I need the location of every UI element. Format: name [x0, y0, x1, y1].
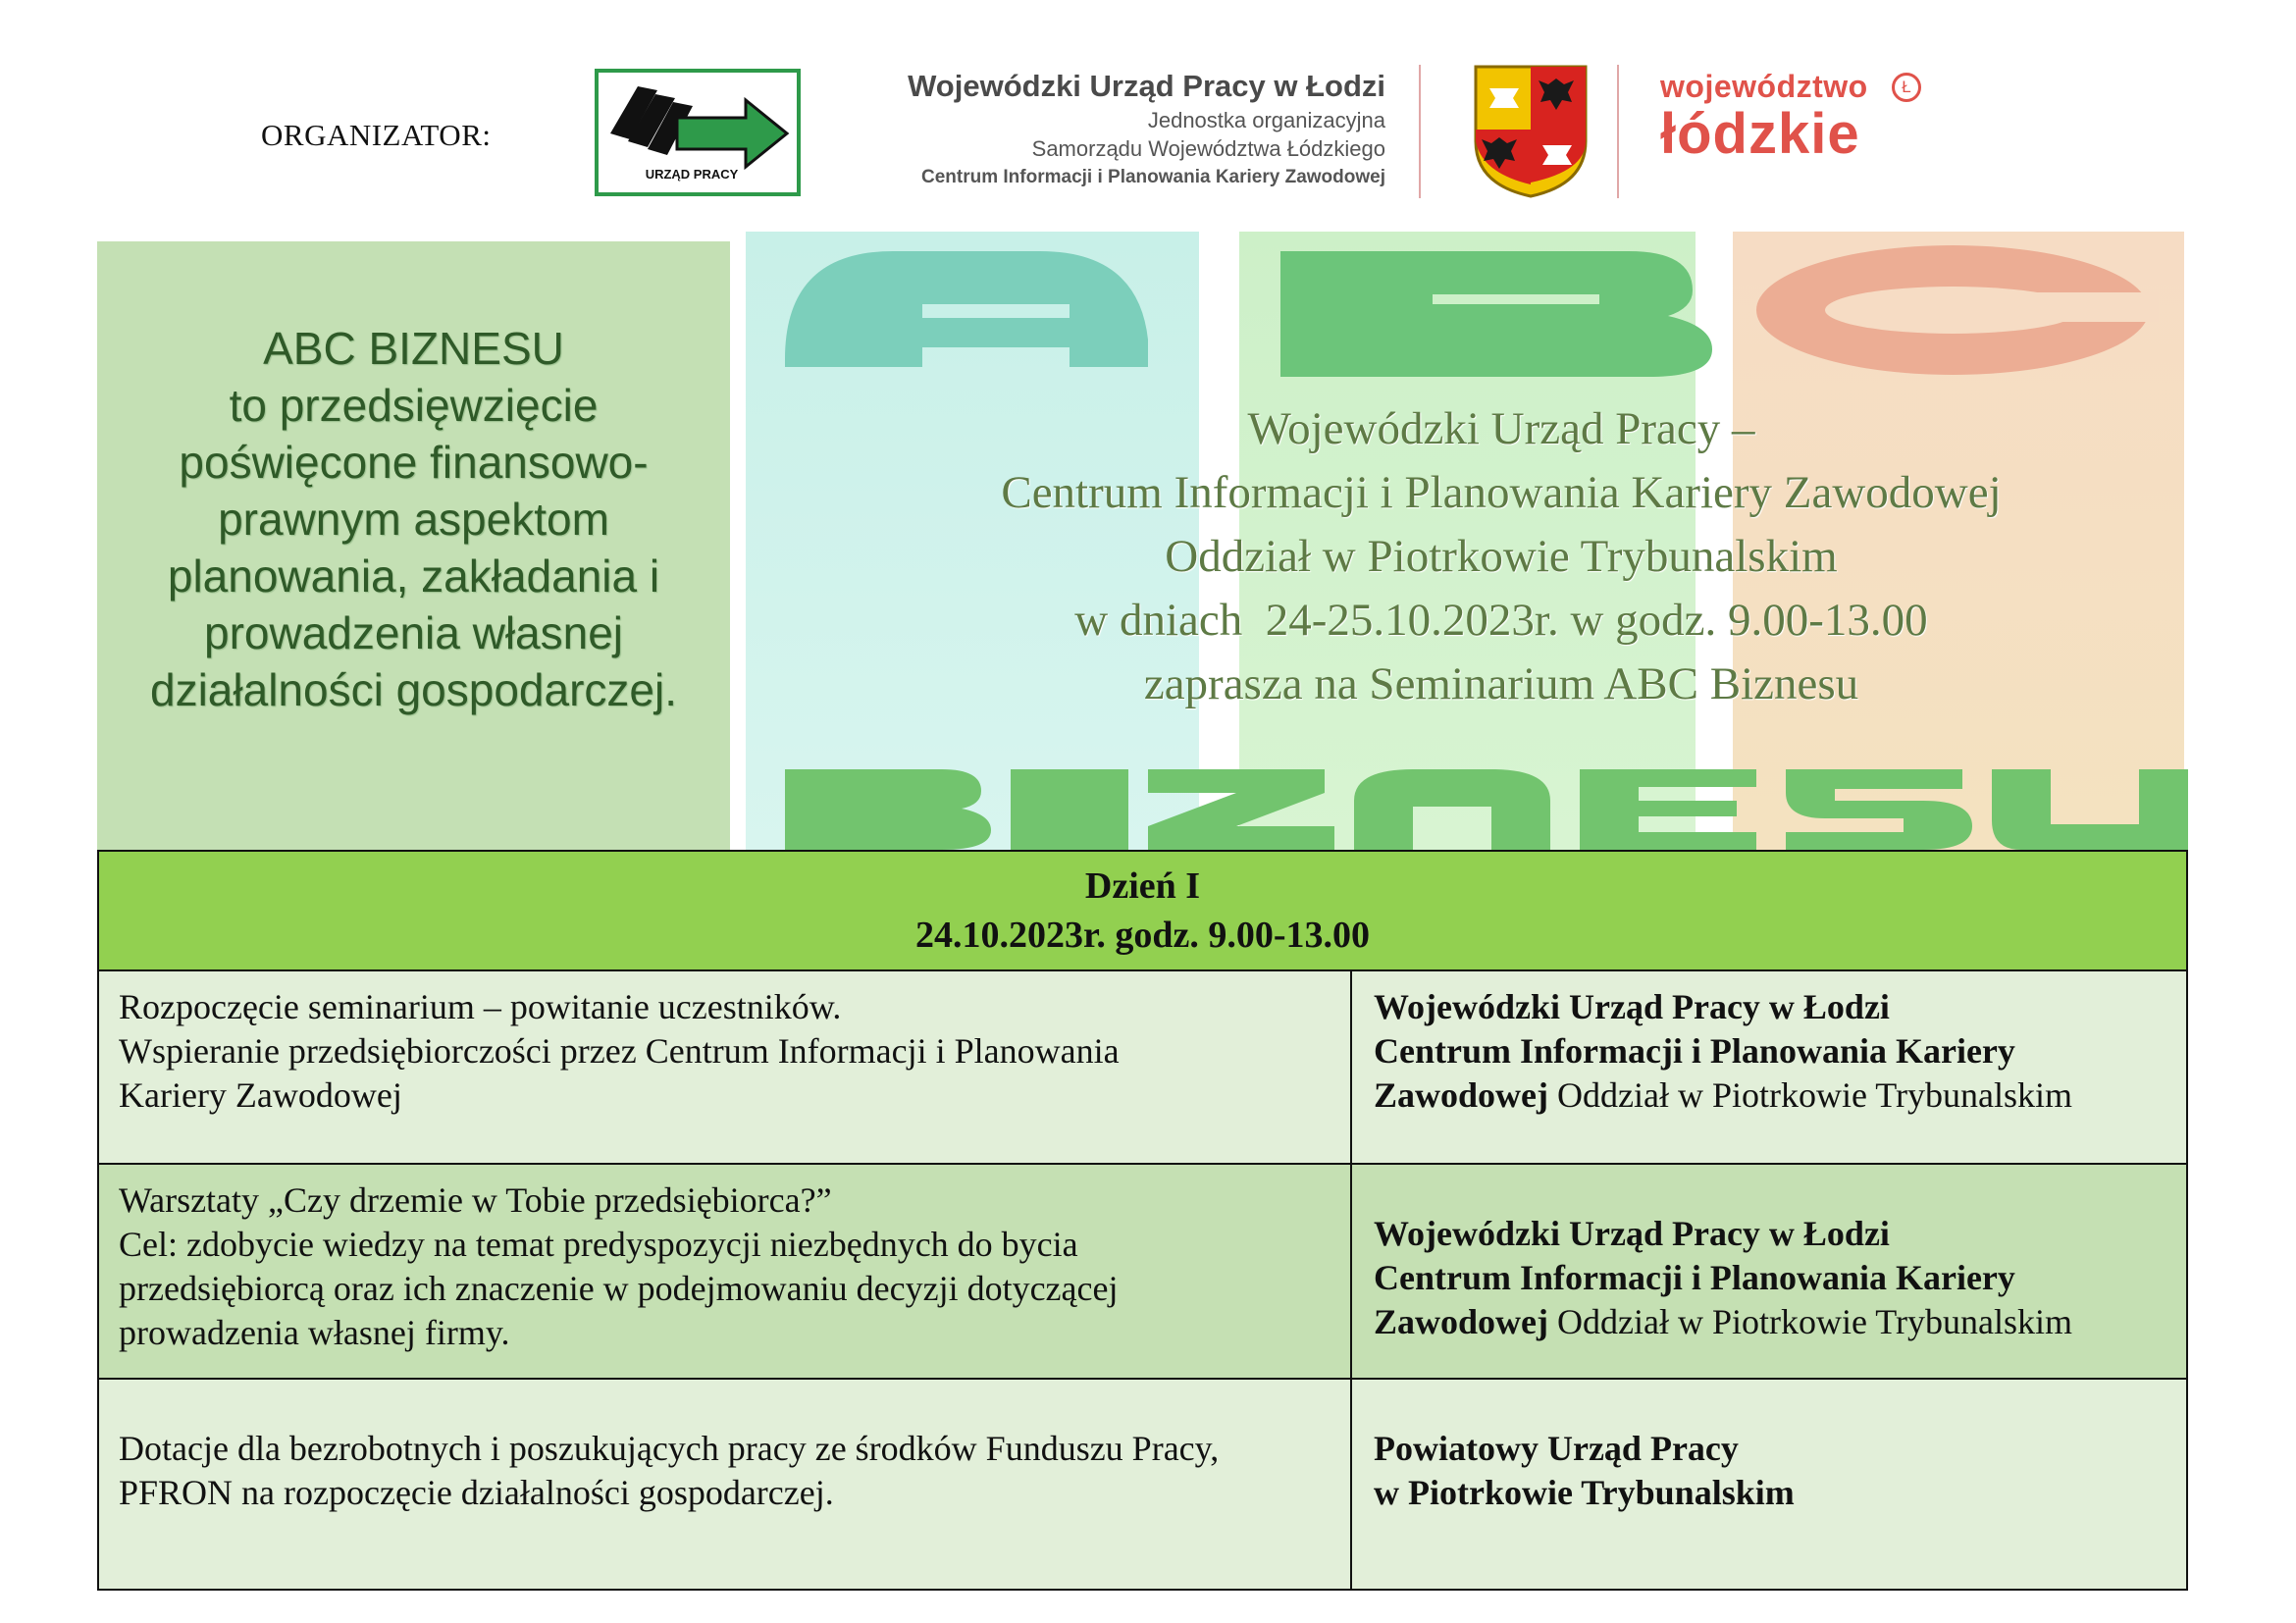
intro-line: prowadzenia własnej: [203, 607, 624, 658]
organizer-line: Powiatowy Urząd Pracy: [1374, 1429, 1739, 1468]
description-line: Cel: zdobycie wiedzy na temat predyspozycji niezbędnych do bycia: [119, 1225, 1078, 1264]
region-mark-icon: Ł: [1892, 73, 1921, 102]
session-organizer: [1351, 970, 2187, 1164]
letter-a-graphic: [785, 251, 1148, 367]
description-line: Wspieranie przedsiębiorczości przez Centrum Informacji i Planowania: [119, 1031, 1120, 1071]
organizer-line: Centrum Informacji i Planowania Kariery: [1374, 1031, 2015, 1071]
invitation-text: [863, 397, 2139, 716]
organizer-line: Wojewódzki Urząd Pracy w Łodzi: [1374, 1214, 1890, 1253]
intro-line: ABC BIZNESU: [263, 323, 564, 374]
invitation-line: Centrum Informacji i Planowania Kariery Zawodowej: [1001, 467, 2002, 518]
session-organizer: [1351, 1164, 2187, 1379]
session-description: [98, 970, 1351, 1164]
description-line: prowadzenia własnej firmy.: [119, 1313, 510, 1352]
description-line: PFRON na rozpoczęcie działalności gospodarczej.: [119, 1473, 834, 1512]
agenda-table: [97, 850, 2188, 1591]
wup-subtitle-1: Jednostka organizacyjna: [1147, 108, 1385, 132]
organizer-line: Wojewódzki Urząd Pracy w Łodzi: [1374, 987, 1890, 1026]
region-logo-small: województwo: [1660, 69, 1868, 104]
wup-subtitle-2: Samorządu Województwa Łódzkiego: [1031, 136, 1385, 161]
intro-line: planowania, zakładania i: [167, 550, 660, 602]
invitation-line: Oddział w Piotrkowie Trybunalskim: [1165, 531, 1838, 582]
wup-subtitle-3: Centrum Informacji i Planowania Kariery Zawodowej: [921, 167, 1385, 187]
day-date: 24.10.2023r. godz. 9.00-13.00: [914, 915, 1371, 956]
intro-line: poświęcone finansowo-: [179, 437, 649, 488]
organizer-line: Zawodowej: [1374, 1075, 1548, 1115]
wup-title: Wojewódzki Urząd Pracy w Łodzi: [908, 69, 1385, 103]
day-title: Dzień I: [1084, 865, 1201, 907]
session-organizer: [1351, 1379, 2187, 1590]
intro-line: prawnym aspektom: [218, 494, 609, 545]
intro-line: to przedsięwzięcie: [229, 380, 599, 431]
organizer-line: Zawodowej: [1374, 1302, 1548, 1341]
intro-panel: [97, 241, 730, 850]
wup-header-block: [785, 67, 1385, 192]
organizer-line: w Piotrkowie Trybunalskim: [1374, 1473, 1795, 1512]
day-header: [98, 851, 2187, 970]
intro-line: działalności gospodarczej.: [150, 664, 677, 715]
logo-caption: URZĄD PRACY: [645, 167, 739, 182]
organizer-label: ORGANIZATOR:: [261, 118, 492, 152]
table-row: [98, 970, 2187, 1164]
description-line: Dotacje dla bezrobotnych i poszukujących pracy ze środków Funduszu Pracy,: [119, 1429, 1220, 1468]
region-logo: [1660, 67, 1911, 166]
urzad-pracy-logo: [595, 69, 801, 196]
description-line: przedsiębiorcą oraz ich znaczenie w podejmowaniu decyzji dotyczącej: [119, 1269, 1119, 1308]
invitation-line: zaprasza na Seminarium ABC Biznesu: [1143, 658, 1859, 709]
description-line: Rozpoczęcie seminarium – powitanie uczestników.: [119, 987, 842, 1026]
letter-c-graphic: [1756, 245, 2159, 375]
table-row: [98, 1164, 2187, 1379]
session-description: [98, 1379, 1351, 1590]
invitation-line: Wojewódzki Urząd Pracy –: [1247, 403, 1755, 454]
biznesu-graphic: [785, 769, 2188, 850]
header-divider: [1419, 65, 1421, 198]
coat-of-arms-icon: [1472, 63, 1590, 200]
header-divider-2: [1617, 65, 1619, 198]
organizer-line: Centrum Informacji i Planowania Kariery: [1374, 1258, 2015, 1297]
letter-b-graphic: [1280, 251, 1712, 377]
organizer-branch: Oddział w Piotrkowie Trybunalskim: [1548, 1302, 2073, 1341]
organizer-branch: Oddział w Piotrkowie Trybunalskim: [1548, 1075, 2073, 1115]
day-header-row: [98, 851, 2187, 970]
description-line: Warsztaty „Czy drzemie w Tobie przedsiębiorca?”: [119, 1180, 832, 1220]
table-row: [98, 1379, 2187, 1590]
region-logo-big: łódzkie: [1660, 102, 1860, 166]
invitation-line: w dniach 24-25.10.2023r. w godz. 9.00-13.00: [1074, 595, 1928, 646]
session-description: [98, 1164, 1351, 1379]
description-line: Kariery Zawodowej: [119, 1075, 402, 1115]
intro-text: [97, 320, 730, 718]
voivodeship-crest: [1472, 63, 1590, 205]
